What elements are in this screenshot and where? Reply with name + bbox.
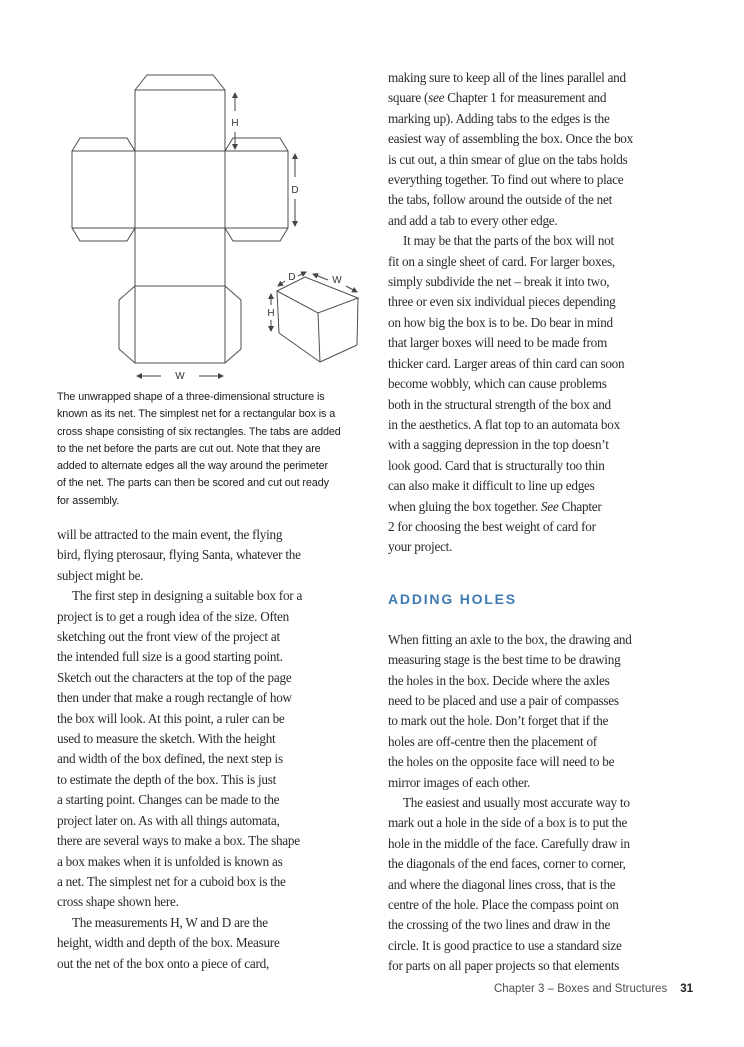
paragraph xyxy=(57,586,375,913)
box-height-label: H xyxy=(267,308,275,319)
text-line: The first step in designing a suitable box for a xyxy=(72,588,303,604)
text-line: circle. It is good practice to use a standard size xyxy=(388,937,622,953)
page-footer xyxy=(494,982,693,996)
page-number: 31 xyxy=(680,983,693,995)
text-line: mirror images of each other. xyxy=(388,774,531,790)
text-line: the diagonals of the end faces, corner to corner, xyxy=(388,856,626,872)
text-line: subject might be. xyxy=(57,567,144,583)
text-line: the tabs, follow around the outside of the net xyxy=(388,192,612,208)
paragraph xyxy=(388,231,703,558)
text-line: easiest way of assembling the box. Once the box xyxy=(388,131,633,147)
cuboid-sketch xyxy=(267,272,358,362)
text-line: marking up). Adding tabs to the edges is the xyxy=(388,110,610,126)
paragraph xyxy=(388,630,703,793)
text-line: cross shape shown here. xyxy=(57,894,179,910)
text-line: become wobbly, which can cause problems xyxy=(388,376,607,392)
text-line: then under that make a rough rectangle of how xyxy=(57,690,292,706)
text-line: will be attracted to the main event, the flying xyxy=(57,527,283,542)
section-heading: ADDING HOLES xyxy=(388,590,517,607)
text-line: used to measure the sketch. With the height xyxy=(57,731,276,747)
text-line: height, width and depth of the box. Measure xyxy=(57,935,280,951)
text-line: out the net of the box onto a piece of card, xyxy=(57,955,270,971)
text-line: 2 for choosing the best weight of card for xyxy=(388,518,596,534)
text-line: on how big the box is to be. Do bear in mind xyxy=(388,314,613,330)
text-line: measuring stage is the best time to be drawing xyxy=(388,652,621,668)
figure-caption xyxy=(57,389,375,510)
text-line: need to be placed and use a pair of compasses xyxy=(388,692,619,708)
text-line: bird, flying pterosaur, flying Santa, whatever the xyxy=(57,547,301,563)
paragraph xyxy=(388,793,703,977)
text-line: project later on. As with all things automata, xyxy=(57,812,280,828)
text-line: centre of the hole. Place the compass point on xyxy=(388,897,619,913)
text-line: square (see Chapter 1 for measurement and xyxy=(388,90,607,106)
left-column-text xyxy=(57,525,375,974)
text-line: known as its net. The simplest net for a rectangular box is a xyxy=(57,408,336,421)
text-line: The unwrapped shape of a three-dimensional structure is xyxy=(57,391,325,403)
chapter-label: Chapter 3 – Boxes and Structures xyxy=(493,983,668,995)
text-line: the holes on the opposite face will need to be xyxy=(388,754,615,770)
text-line: there are several ways to make a box. The shape xyxy=(57,833,300,849)
text-line: The easiest and usually most accurate way to xyxy=(403,795,630,810)
text-line: when gluing the box together. See Chapter xyxy=(388,498,602,514)
text-line: When fitting an axle to the box, the drawing and xyxy=(388,631,632,647)
text-line: for parts on all paper projects so that elements xyxy=(388,958,620,974)
text-line: is cut out, a thin smear of glue on the tabs holds xyxy=(388,151,628,167)
text-line: look good. Card that is structurally too thin xyxy=(388,457,605,473)
box-width-label: W xyxy=(332,275,342,286)
text-line: Sketch out the characters at the top of the page xyxy=(57,669,292,685)
net-width-label: W xyxy=(175,371,185,382)
text-line: the crossing of the two lines and draw in the xyxy=(388,917,611,933)
text-line: that larger boxes will need to be made from xyxy=(388,335,607,351)
text-line: holes are off-centre then the placement of xyxy=(388,733,597,749)
text-line: the intended full size is a good starting point. xyxy=(57,649,283,665)
text-line: to the net before the parts are cut out. Note that they are xyxy=(57,442,321,455)
adding-holes-section-text xyxy=(388,630,703,977)
text-line: for assembly. xyxy=(57,494,120,507)
text-line: everything together. To find out where to place xyxy=(388,172,624,188)
text-line: sketching out the front view of the project at xyxy=(57,629,280,645)
net-dimension-arrows xyxy=(137,93,299,382)
net-depth-label: D xyxy=(291,185,299,196)
right-column xyxy=(388,68,703,977)
text-line: cross shape consisting of six rectangles. The tabs are added xyxy=(57,425,341,438)
text-line: the box will look. At this point, a ruler can be xyxy=(57,710,285,726)
text-line: your project. xyxy=(388,539,453,555)
net-outline xyxy=(72,75,288,363)
text-line: three or even six individual pieces depending xyxy=(388,294,616,310)
text-line: to mark out the hole. Don’t forget that if the xyxy=(388,713,609,729)
net-height-label: H xyxy=(231,118,239,129)
text-line: and add a tab to every other edge. xyxy=(388,212,558,228)
text-line: the holes in the box. Decide where the axles xyxy=(388,672,610,688)
text-line: to estimate the depth of the box. This is just xyxy=(57,771,277,787)
text-line: thicker card. Larger areas of thin card can soon xyxy=(388,355,625,371)
text-line: added to alternate edges all the way around the perimeter xyxy=(57,460,329,473)
text-line: of the net. The parts can then be scored and cut out ready xyxy=(57,477,329,490)
text-line: project is to get a rough idea of the size. Often xyxy=(57,608,290,624)
text-line: a box makes when it is unfolded is known as xyxy=(57,853,283,869)
text-line: both in the structural strength of the box and xyxy=(388,396,611,412)
text-line: hole in the middle of the face. Carefully draw in xyxy=(388,835,630,851)
text-line: making sure to keep all of the lines parallel and xyxy=(388,70,626,85)
text-line: mark out a hole in the side of a box is to put the xyxy=(388,815,628,831)
paragraph xyxy=(57,913,375,974)
text-line: simply subdivide the net – break it into two, xyxy=(388,274,610,290)
text-line: The measurements H, W and D are the xyxy=(72,914,268,930)
text-line: in the aesthetics. A flat top to an automata box xyxy=(388,416,620,432)
text-line: a net. The simplest net for a cuboid box is the xyxy=(57,873,286,889)
text-line: and width of the box defined, the next step is xyxy=(57,751,283,767)
text-line: fit on a single sheet of card. For larger boxes, xyxy=(388,253,615,269)
box-net-diagram xyxy=(55,65,385,387)
right-column-text-top xyxy=(388,68,703,558)
text-line: It may be that the parts of the box will not xyxy=(403,233,614,249)
text-line: a starting point. Changes can be made to the xyxy=(57,792,280,808)
box-depth-label: D xyxy=(288,272,296,283)
paragraph xyxy=(57,525,375,586)
paragraph xyxy=(388,68,703,231)
text-line: with a sagging depression in the top doesn’t xyxy=(388,437,609,453)
text-line: and where the diagonal lines cross, that is the xyxy=(388,876,616,892)
text-line: can also make it difficult to line up edges xyxy=(388,478,595,494)
